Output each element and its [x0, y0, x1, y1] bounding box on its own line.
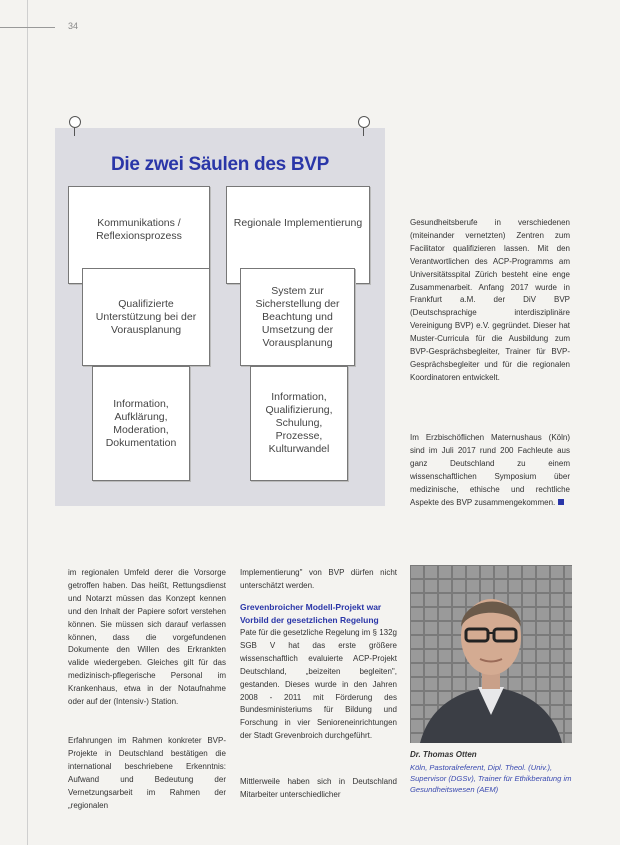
- caption-name: Dr. Thomas Otten: [410, 750, 477, 759]
- col2-paragraph-3: Mittlerweile haben sich in Deutschland Mitarbeiter unterschiedlicher: [240, 777, 397, 799]
- col1-paragraph-2: Erfahrungen im Rahmen konkreter BVP-Projekte in Deutschland bestätigen die international beschriebene Erkenntnis: Aufwand und Bedeutung der Vernetzungsarbeit im Rahmen der „regionalen: [68, 736, 226, 810]
- right-paragraph-1: Gesundheitsberufe in verschiedenen (miteinander vernetzten) Zentren zum Facilitator qualifizieren lassen. Mit den Verantwortlichen des ACP-Programms am Universitätsspital Zürich besteht eine enge Zusammenarbeit. Anfang 2017 wurde in Frankfurt a.M. der DiV BVP (Deutschsprachige interdisziplinäre Vereinigung BVP) e.V. gegründet. Dieser hat Muster-Curricula für die Ausbildung zum BVP-Gesprächsbegleiter, Trainer für BVP-Gesprächsbegleiter und für die regionalen Koordinatoren entwickelt.: [410, 218, 570, 382]
- card-regional: Regionale Implementierung: [226, 186, 370, 284]
- page-edge: [27, 0, 28, 845]
- card-communication: Kommunikations / Reflexionsprozess: [68, 186, 210, 284]
- section-heading: Grevenbroicher Modell-Projekt war Vorbild der gesetzlichen Regelung: [240, 602, 382, 625]
- infobox-title: Die zwei Säulen des BVP: [110, 154, 329, 175]
- col2-paragraph-1: Implementierung" von BVP dürfen nicht unterschätzt werden.: [240, 568, 397, 590]
- pushpin-icon: [69, 116, 81, 128]
- pushpin-icon: [358, 116, 370, 128]
- portrait-photo: [410, 565, 572, 743]
- col1-paragraph-1: im regionalen Umfeld derer die Vorsorge getroffen haben. Das heißt, Rettungsdienst und Notarzt müssen das Konzept kennen und den Inhalt der Papiere sofort verstehen können. Sie müssen sich darauf verlassen können, dass die vorgefundenen Dokumente den Willen des Erkrankten valide wiedergeben. Gleiches gilt für das medizinisch-pflegerische Personal im Krankenhaus, etwa in der Notaufnahme oder auf der (Intensiv-) Station.: [68, 568, 226, 707]
- card-information: Information, Aufklärung, Moderation, Dokumentation: [92, 366, 190, 481]
- header-rule: [0, 27, 55, 28]
- end-mark-icon: [558, 499, 564, 505]
- card-qualified-support: Qualifizierte Unterstützung bei der Vorausplanung: [82, 268, 210, 366]
- card-qualification: Information, Qualifizierung, Schulung, Prozesse, Kulturwandel: [250, 366, 348, 481]
- col2-paragraph-2: Pate für die gesetzliche Regelung im § 132g SGB V hat das erste größere wissenschaftlich evaluierte ACP-Projekt Deutschland, „beizeiten begleiten", gestanden. Dieses wurde in den Jahren 2008 - 2011 mit Förderung des Bundesministeriums für Bildung und Forschung in vier Senioreneinrichtungen der Stadt Grevenbroich durchgeführt.: [240, 628, 397, 741]
- card-system: System zur Sicherstellung der Beachtung und Umsetzung der Vorausplanung: [240, 268, 355, 366]
- right-paragraph-2: Im Erzbischöflichen Maternushaus (Köln) sind im Juli 2017 rund 200 Fachleute aus ganz Deutschland zu einem wissenschaftlichen Symposium über medizinische, ethische und rechtliche Aspekte des BVP zusammengekommen.: [410, 433, 570, 507]
- caption-text: Köln, Pastoralreferent, Dipl. Theol. (Univ.), Supervisor (DGSv), Trainer für Ethikberatung im Gesundheitswesen (AEM): [410, 763, 572, 794]
- page-number: 34: [68, 21, 79, 31]
